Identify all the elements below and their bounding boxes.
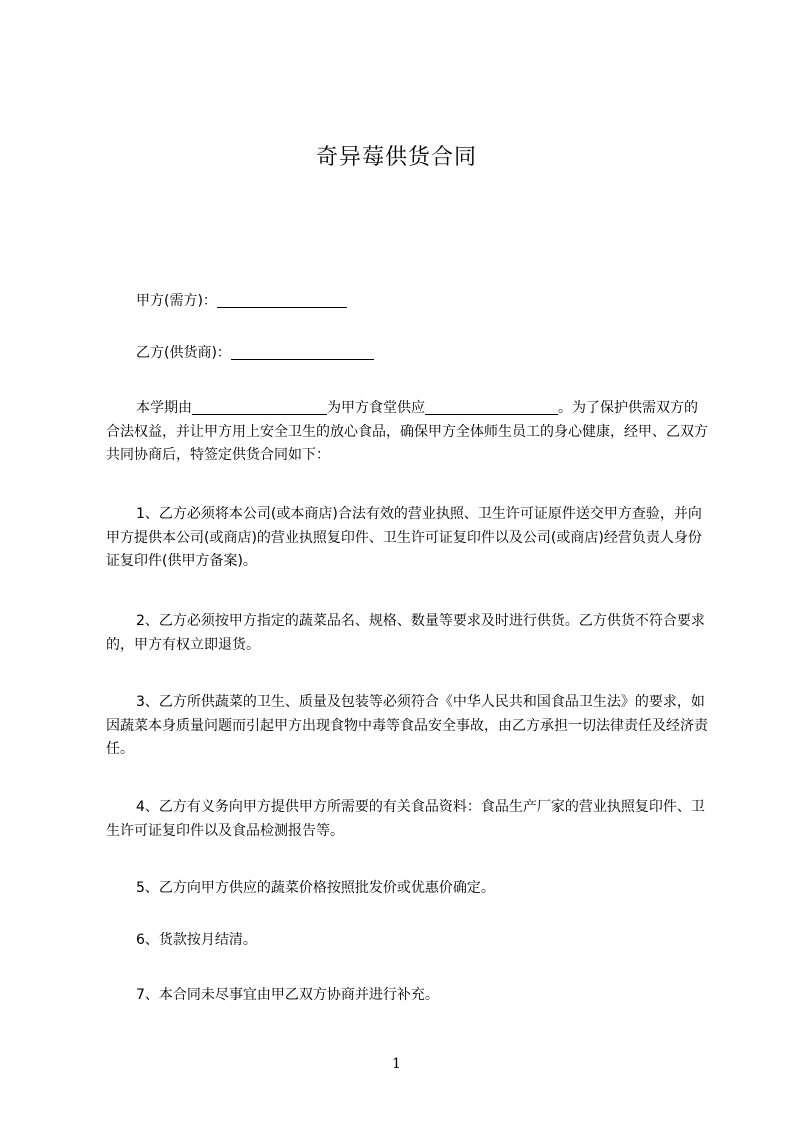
party-a-line [106,290,710,314]
clause-7 [106,984,710,1008]
page-number: 1 [392,1056,401,1072]
clause-1 [106,503,710,574]
clause-2-text: 2、乙方必须按甲方指定的蔬菜品名、规格、数量等要求及时进行供货。乙方供货不符合要求的，甲方有权立即退货。 [106,613,705,653]
clause-3-text: 3、乙方所供蔬菜的卫生、质量及包装等必须符合《中华人民共和国食品卫生法》的要求，如因蔬菜本身质量问题而引起甲方出现食物中毒等食品安全事故，由乙方承担一切法律责任及经济责任。 [106,694,708,757]
party-a-label: 甲方(需方)： [136,293,217,309]
intro-text-3: 。为了保护供需双方的合法权益，并让甲方用上安全卫生的放心食品，确保甲方全体师生员工的身心健康，经甲、乙双方共同协商后，特签定供货合同如下： [106,400,708,463]
party-a-blank [217,291,347,308]
clause-1-text: 1、乙方必须将本公司(或本商店)合法有效的营业执照、卫生许可证原件送交甲方查验，并向甲方提供本公司(或商店)的营业执照复印件、卫生许可证复印件以及公司(或商店)经营负责人身份证复印件(供甲方备案)。 [106,506,702,569]
party-b-label: 乙方(供货商)： [136,345,231,361]
clause-2 [106,610,710,657]
clause-3 [106,691,710,762]
clause-6 [106,929,710,953]
goods-blank [425,398,558,415]
party-b-blank [231,343,374,360]
clause-5-text: 5、乙方向甲方供应的蔬菜价格按照批发价或优惠价确定。 [136,880,495,896]
intro-text-2: 为甲方食堂供应 [327,400,425,416]
supplier-blank [192,398,327,415]
document-title: 奇异莓供货合同 [315,145,477,170]
clause-6-text: 6、货款按月结清。 [136,932,257,948]
intro-paragraph [106,397,710,468]
clause-7-text: 7、本合同未尽事宜由甲乙双方协商并进行补充。 [136,987,439,1003]
party-b-line [106,342,710,366]
intro-text-1: 本学期由 [136,400,192,416]
clause-4-text: 4、乙方有义务向甲方提供甲方所需要的有关食品资料：食品生产厂家的营业执照复印件、卫生许可证复印件以及食品检测报告等。 [106,799,705,839]
clause-5 [106,877,710,901]
clause-4 [106,796,710,843]
